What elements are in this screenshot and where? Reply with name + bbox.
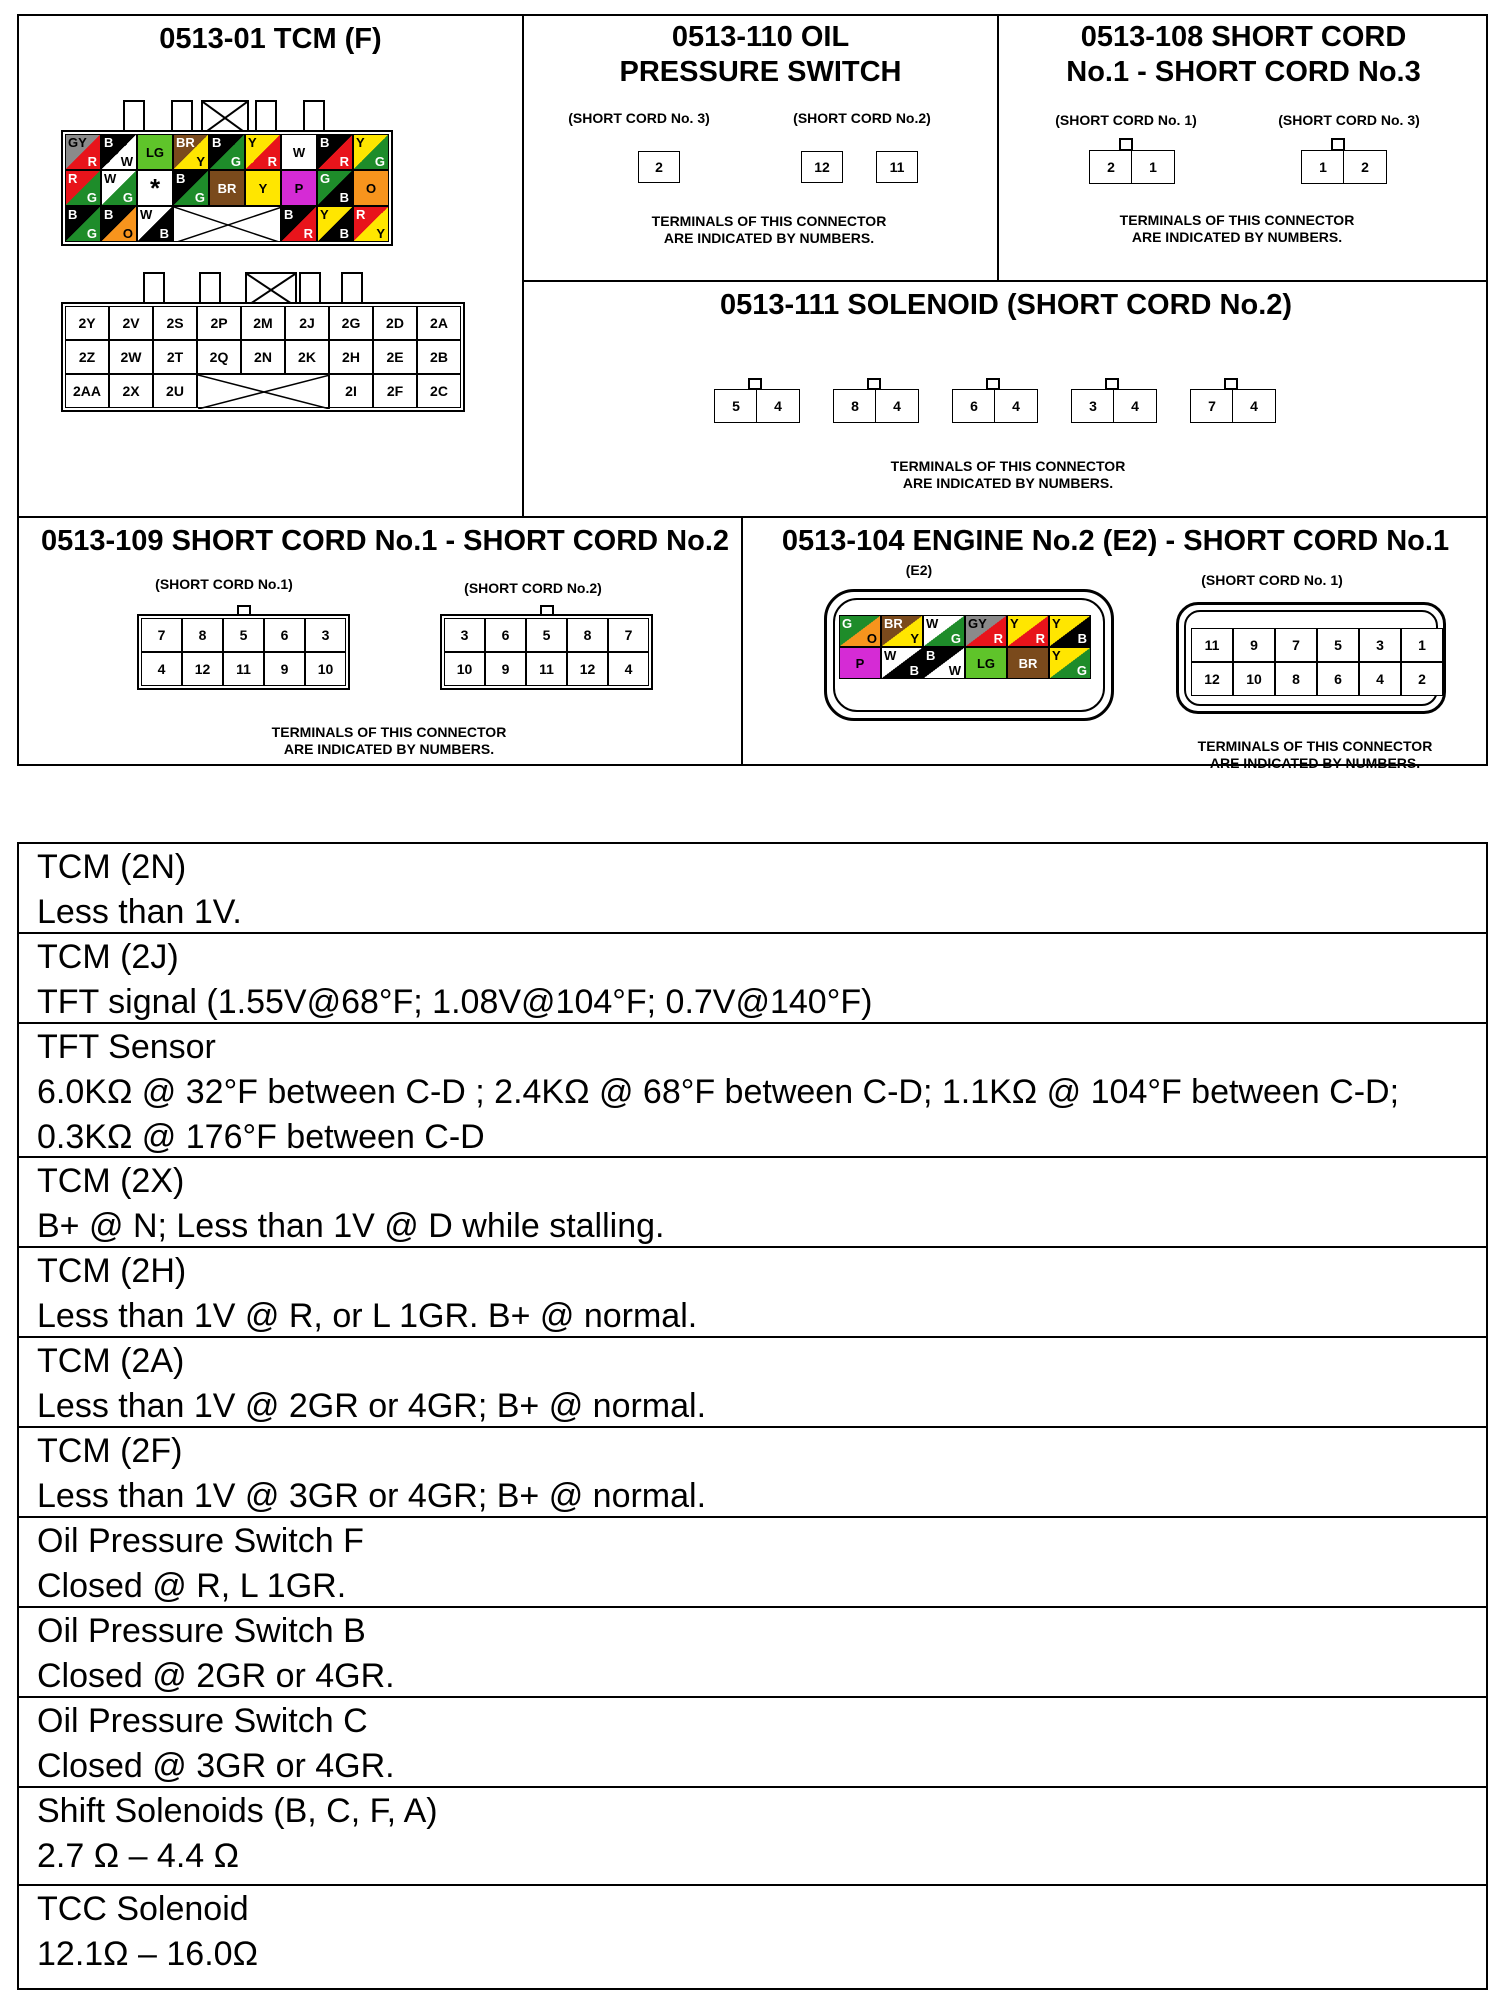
sc1-terminal: 1 <box>1401 628 1443 662</box>
wire-color-code: O <box>122 226 133 241</box>
wire-color-code: W <box>292 144 306 160</box>
solenoid-title: 0513-111 SOLENOID (SHORT CORD No.2) <box>719 289 1293 321</box>
wire-color-code: G <box>230 154 241 169</box>
wire-color-cell <box>353 134 389 170</box>
wire-color-cell <box>881 647 923 679</box>
wire-color-code: G <box>194 190 205 205</box>
wire-color-code: P <box>855 655 865 671</box>
wire-color-cell <box>209 170 245 206</box>
wire-color-code: W <box>926 616 939 631</box>
sc108-note: TERMINALS OF THIS CONNECTOR ARE INDICATED BY NUMBERS. <box>1119 212 1355 245</box>
wire-color-code: R <box>68 171 78 186</box>
sc109-terminal: 11 <box>223 652 264 686</box>
spec-label: Oil Pressure Switch B <box>37 1612 366 1650</box>
sc1-terminal: 5 <box>1317 628 1359 662</box>
wire-color-cell <box>65 206 101 242</box>
wire-color-code: Y <box>356 135 365 150</box>
wire-color-code: R <box>993 631 1003 646</box>
wire-color-code: LG <box>976 655 996 671</box>
wire-color-cell <box>839 647 881 679</box>
wire-color-code: BR <box>217 180 237 196</box>
sc109-terminal: 3 <box>444 618 485 652</box>
wire-color-code: G <box>122 190 133 205</box>
sc108-right-label: (SHORT CORD No. 3) <box>1278 112 1420 128</box>
spec-label: TCM (2N) <box>37 848 187 886</box>
wire-color-code: B <box>339 190 349 205</box>
sc108-title-line2: No.1 - SHORT CORD No.3 <box>1066 56 1421 88</box>
wire-color-cell <box>839 615 881 647</box>
spec-label: TCM (2F) <box>37 1432 183 1470</box>
wire-color-code: B <box>212 135 222 150</box>
sc109-terminal: 4 <box>608 652 649 686</box>
sc1-terminal: 2 <box>1401 662 1443 696</box>
tcm-terminal: 2W <box>109 340 153 374</box>
e2-title: 0513-104 ENGINE No.2 (E2) - SHORT CORD No.1 <box>781 525 1450 557</box>
wire-color-code: W <box>104 171 117 186</box>
spec-label: Shift Solenoids (B, C, F, A) <box>37 1792 438 1830</box>
spec-label: TCC Solenoid <box>37 1890 249 1928</box>
spec-value: Less than 1V. <box>37 893 242 931</box>
ops-right-label: (SHORT CORD No.2) <box>793 110 931 126</box>
spec-label: TCM (2H) <box>37 1252 187 1290</box>
wire-color-cell <box>317 170 353 206</box>
tcm-terminal: 2F <box>373 374 417 408</box>
tcm-terminal: 2T <box>153 340 197 374</box>
spec-value: 2.7 Ω – 4.4 Ω <box>37 1837 240 1875</box>
spec-row <box>19 1338 1486 1428</box>
wire-color-cell <box>965 647 1007 679</box>
sc109-terminal: 5 <box>526 618 567 652</box>
e2-left-label: (E2) <box>905 562 933 578</box>
oil-pressure-switch-panel <box>524 16 997 280</box>
tcm-terminal: 2M <box>241 306 285 340</box>
sc1-terminal: 10 <box>1233 662 1275 696</box>
spec-label: Oil Pressure Switch C <box>37 1702 368 1740</box>
sc1-terminal: 9 <box>1233 628 1275 662</box>
tcm-terminal: 2J <box>285 306 329 340</box>
spec-value: Less than 1V @ R, or L 1GR. B+ @ normal. <box>37 1297 698 1335</box>
tcm-terminal: 2V <box>109 306 153 340</box>
wire-color-code: R <box>87 154 97 169</box>
sc1-terminal: 7 <box>1275 628 1317 662</box>
tcm-terminal: 2X <box>109 374 153 408</box>
wire-color-code: P <box>294 180 304 196</box>
sc109-note: TERMINALS OF THIS CONNECTOR ARE INDICATED BY NUMBERS. <box>271 724 507 757</box>
sc109-left-label: (SHORT CORD No.1) <box>155 576 293 592</box>
wire-color-code: Y <box>1052 616 1061 631</box>
wire-color-cell <box>1007 615 1049 647</box>
solenoid-terminal: 4 <box>875 389 919 423</box>
sc109-terminal: 12 <box>567 652 608 686</box>
wire-color-cell <box>101 170 137 206</box>
sc109-terminal: 9 <box>485 652 526 686</box>
wire-color-cell <box>245 170 281 206</box>
tcm-terminal: 2N <box>241 340 285 374</box>
tcm-terminal: 2C <box>417 374 461 408</box>
tcm-terminal: 2Z <box>65 340 109 374</box>
sc1-terminal: 11 <box>1191 628 1233 662</box>
sc109-terminal: 6 <box>485 618 526 652</box>
solenoid-note: TERMINALS OF THIS CONNECTOR ARE INDICATED BY NUMBERS. <box>890 458 1126 491</box>
sc109-right-label: (SHORT CORD No.2) <box>464 580 602 596</box>
wire-color-code: B <box>104 135 114 150</box>
sc109-terminal: 11 <box>526 652 567 686</box>
sc109-terminal: 10 <box>305 652 346 686</box>
sc108-left-label: (SHORT CORD No. 1) <box>1055 112 1197 128</box>
tcm-terminal: 2A <box>417 306 461 340</box>
short-cord-109-panel <box>19 518 741 766</box>
ops-terminal: 2 <box>638 151 680 183</box>
wire-color-code: R <box>339 154 349 169</box>
wire-color-code: BR <box>176 135 195 150</box>
wire-color-code: Y <box>258 180 268 196</box>
solenoid-terminal: 7 <box>1190 389 1234 423</box>
wire-color-code: R <box>356 207 366 222</box>
spec-row <box>19 934 1486 1024</box>
spec-row <box>19 1024 1486 1158</box>
wire-color-cell <box>965 615 1007 647</box>
tcm-terminal: 2H <box>329 340 373 374</box>
sc1-terminal: 8 <box>1275 662 1317 696</box>
tcm-terminal: 2I <box>329 374 373 408</box>
spec-value: B+ @ N; Less than 1V @ D while stalling. <box>37 1207 665 1245</box>
wire-color-cell <box>65 134 101 170</box>
ops-title-line2: PRESSURE SWITCH <box>619 56 902 88</box>
short-cord-108-panel <box>999 16 1488 280</box>
wire-color-cell <box>101 134 137 170</box>
solenoid-panel <box>524 282 1488 516</box>
wire-color-cell <box>881 615 923 647</box>
wire-color-code: Y <box>1052 648 1061 663</box>
wire-color-code: BR <box>1018 655 1038 671</box>
blank-cavity <box>197 374 329 408</box>
wire-color-code: Y <box>910 631 919 646</box>
spec-value: 6.0KΩ @ 32°F between C-D ; 2.4KΩ @ 68°F between C-D; 1.1KΩ @ 104°F between C-D; <box>37 1073 1400 1111</box>
e2-note: TERMINALS OF THIS CONNECTOR ARE INDICATED BY NUMBERS. <box>1197 738 1433 771</box>
wire-color-code: W <box>948 663 961 678</box>
sc109-terminal: 6 <box>264 618 305 652</box>
wire-color-code: GY <box>68 135 87 150</box>
wire-color-code: Y <box>248 135 257 150</box>
wire-color-code: W <box>120 154 133 169</box>
solenoid-terminal: 5 <box>714 389 758 423</box>
tcm-terminal: 2S <box>153 306 197 340</box>
wire-color-code: G <box>374 154 385 169</box>
solenoid-terminal: 4 <box>1113 389 1157 423</box>
wire-color-code: G <box>320 171 331 186</box>
spec-row <box>19 1886 1486 1989</box>
spec-row <box>19 1158 1486 1248</box>
sc109-terminal: 8 <box>182 618 223 652</box>
wire-color-code: LG <box>145 144 165 160</box>
spec-row <box>19 1248 1486 1338</box>
sc109-terminal: 9 <box>264 652 305 686</box>
wire-color-code: GY <box>968 616 987 631</box>
wire-color-code: * <box>149 172 161 203</box>
wire-color-cell <box>65 170 101 206</box>
sc109-terminal: 7 <box>608 618 649 652</box>
solenoid-terminal: 4 <box>1232 389 1276 423</box>
wire-color-code: O <box>365 180 377 196</box>
spec-label: TCM (2A) <box>37 1342 185 1380</box>
ops-note: TERMINALS OF THIS CONNECTOR ARE INDICATED BY NUMBERS. <box>651 213 887 246</box>
wire-color-code: R <box>303 226 313 241</box>
wire-color-code: W <box>140 207 153 222</box>
wire-color-cell <box>317 206 353 242</box>
wire-color-cell <box>1049 647 1091 679</box>
wire-color-code: B <box>159 226 169 241</box>
spec-value: Less than 1V @ 2GR or 4GR; B+ @ normal. <box>37 1387 707 1425</box>
sc109-terminal: 7 <box>141 618 182 652</box>
sc1-terminal: 4 <box>1359 662 1401 696</box>
wire-color-cell <box>137 170 173 206</box>
wire-color-cell <box>1007 647 1049 679</box>
spec-table <box>17 842 1488 1990</box>
engine-e2-panel <box>743 518 1488 771</box>
tcm-title: 0513-01 TCM (F) <box>159 23 382 55</box>
wire-color-cell <box>353 170 389 206</box>
wire-color-cell <box>281 134 317 170</box>
tcm-terminal: 2U <box>153 374 197 408</box>
spec-value: Less than 1V @ 3GR or 4GR; B+ @ normal. <box>37 1477 707 1515</box>
wire-color-code: G <box>950 631 961 646</box>
spec-value: Closed @ 2GR or 4GR. <box>37 1657 395 1695</box>
tcm-terminal: 2P <box>197 306 241 340</box>
spec-value: Closed @ 3GR or 4GR. <box>37 1747 395 1785</box>
sc109-terminal: 5 <box>223 618 264 652</box>
sc109-terminal: 3 <box>305 618 346 652</box>
spec-value: TFT signal (1.55V@68°F; 1.08V@104°F; 0.7V@140°F) <box>37 983 873 1021</box>
spec-value: 12.1Ω – 16.0Ω <box>37 1935 258 1973</box>
wire-color-cell <box>137 134 173 170</box>
wire-color-code: B <box>176 171 186 186</box>
solenoid-terminal: 4 <box>756 389 800 423</box>
wire-color-code: B <box>68 207 78 222</box>
wire-color-code: G <box>1076 663 1087 678</box>
wire-color-cell <box>281 170 317 206</box>
spec-row <box>19 1518 1486 1608</box>
spec-value-cont: 0.3KΩ @ 176°F between C-D <box>37 1118 485 1156</box>
spec-row <box>19 1608 1486 1698</box>
wire-color-code: G <box>842 616 853 631</box>
wire-color-cell <box>1049 615 1091 647</box>
spec-label: TFT Sensor <box>37 1028 216 1066</box>
tcm-terminal: 2E <box>373 340 417 374</box>
wire-color-code: B <box>284 207 294 222</box>
sc108-terminal: 1 <box>1131 150 1175 184</box>
sc109-terminal: 4 <box>141 652 182 686</box>
solenoid-terminal: 8 <box>833 389 877 423</box>
wire-color-code: O <box>866 631 877 646</box>
wire-color-cell <box>209 134 245 170</box>
wire-color-cell <box>173 134 209 170</box>
wire-color-code: B <box>909 663 919 678</box>
wire-color-code: B <box>320 135 330 150</box>
wire-color-cell <box>245 134 281 170</box>
sc108-terminal: 2 <box>1343 150 1387 184</box>
wire-color-code: B <box>926 648 936 663</box>
ops-terminal: 12 <box>801 151 843 183</box>
wire-color-code: Y <box>196 154 205 169</box>
spec-value: Closed @ R, L 1GR. <box>37 1567 347 1605</box>
wire-color-code: B <box>339 226 349 241</box>
wire-color-code: Y <box>320 207 329 222</box>
solenoid-terminal: 4 <box>994 389 1038 423</box>
wire-color-code: Y <box>376 226 385 241</box>
wire-color-cell <box>137 206 173 242</box>
ops-left-label: (SHORT CORD No. 3) <box>568 110 710 126</box>
sc108-title-line1: 0513-108 SHORT CORD <box>1080 21 1407 53</box>
solenoid-terminal: 3 <box>1071 389 1115 423</box>
tcm-terminal: 2G <box>329 306 373 340</box>
sc108-terminal: 1 <box>1301 150 1345 184</box>
wire-color-cell <box>923 647 965 679</box>
tcm-terminal: 2D <box>373 306 417 340</box>
tcm-terminal: 2B <box>417 340 461 374</box>
wire-color-code: G <box>86 226 97 241</box>
spec-label: TCM (2J) <box>37 938 179 976</box>
tcm-panel <box>19 16 522 516</box>
wire-color-cell <box>317 134 353 170</box>
wire-color-cell <box>101 206 137 242</box>
sc1-terminal: 12 <box>1191 662 1233 696</box>
tcm-terminal: 2Q <box>197 340 241 374</box>
sc108-terminal: 2 <box>1089 150 1133 184</box>
sc109-terminal: 10 <box>444 652 485 686</box>
sc109-title: 0513-109 SHORT CORD No.1 - SHORT CORD No.2 <box>40 525 730 557</box>
sc1-terminal: 3 <box>1359 628 1401 662</box>
spec-row <box>19 1428 1486 1518</box>
wire-color-code: R <box>1035 631 1045 646</box>
wire-color-cell <box>353 206 389 242</box>
tcm-terminal: 2AA <box>65 374 109 408</box>
wire-color-cell <box>173 170 209 206</box>
spec-row <box>19 844 1486 934</box>
wire-color-code: R <box>267 154 277 169</box>
sc109-terminal: 8 <box>567 618 608 652</box>
spec-row <box>19 1698 1486 1788</box>
wire-color-code: G <box>86 190 97 205</box>
connector-diagram <box>17 14 1488 771</box>
solenoid-terminal: 6 <box>952 389 996 423</box>
tcm-terminal: 2Y <box>65 306 109 340</box>
sc109-terminal: 12 <box>182 652 223 686</box>
spec-row <box>19 1788 1486 1886</box>
wire-color-code: Y <box>1010 616 1019 631</box>
wire-color-code: B <box>104 207 114 222</box>
spec-label: TCM (2X) <box>37 1162 185 1200</box>
tcm-terminal: 2K <box>285 340 329 374</box>
wire-color-cell <box>281 206 317 242</box>
sc1-terminal: 6 <box>1317 662 1359 696</box>
ops-title-line1: 0513-110 OIL <box>671 21 850 53</box>
wire-color-code: BR <box>884 616 903 631</box>
wire-color-code: W <box>884 648 897 663</box>
wire-color-cell <box>923 615 965 647</box>
blank-cavity <box>173 206 281 242</box>
ops-terminal: 11 <box>876 151 918 183</box>
spec-label: Oil Pressure Switch F <box>37 1522 364 1560</box>
e2-right-label: (SHORT CORD No. 1) <box>1201 572 1343 588</box>
wire-color-code: B <box>1077 631 1087 646</box>
